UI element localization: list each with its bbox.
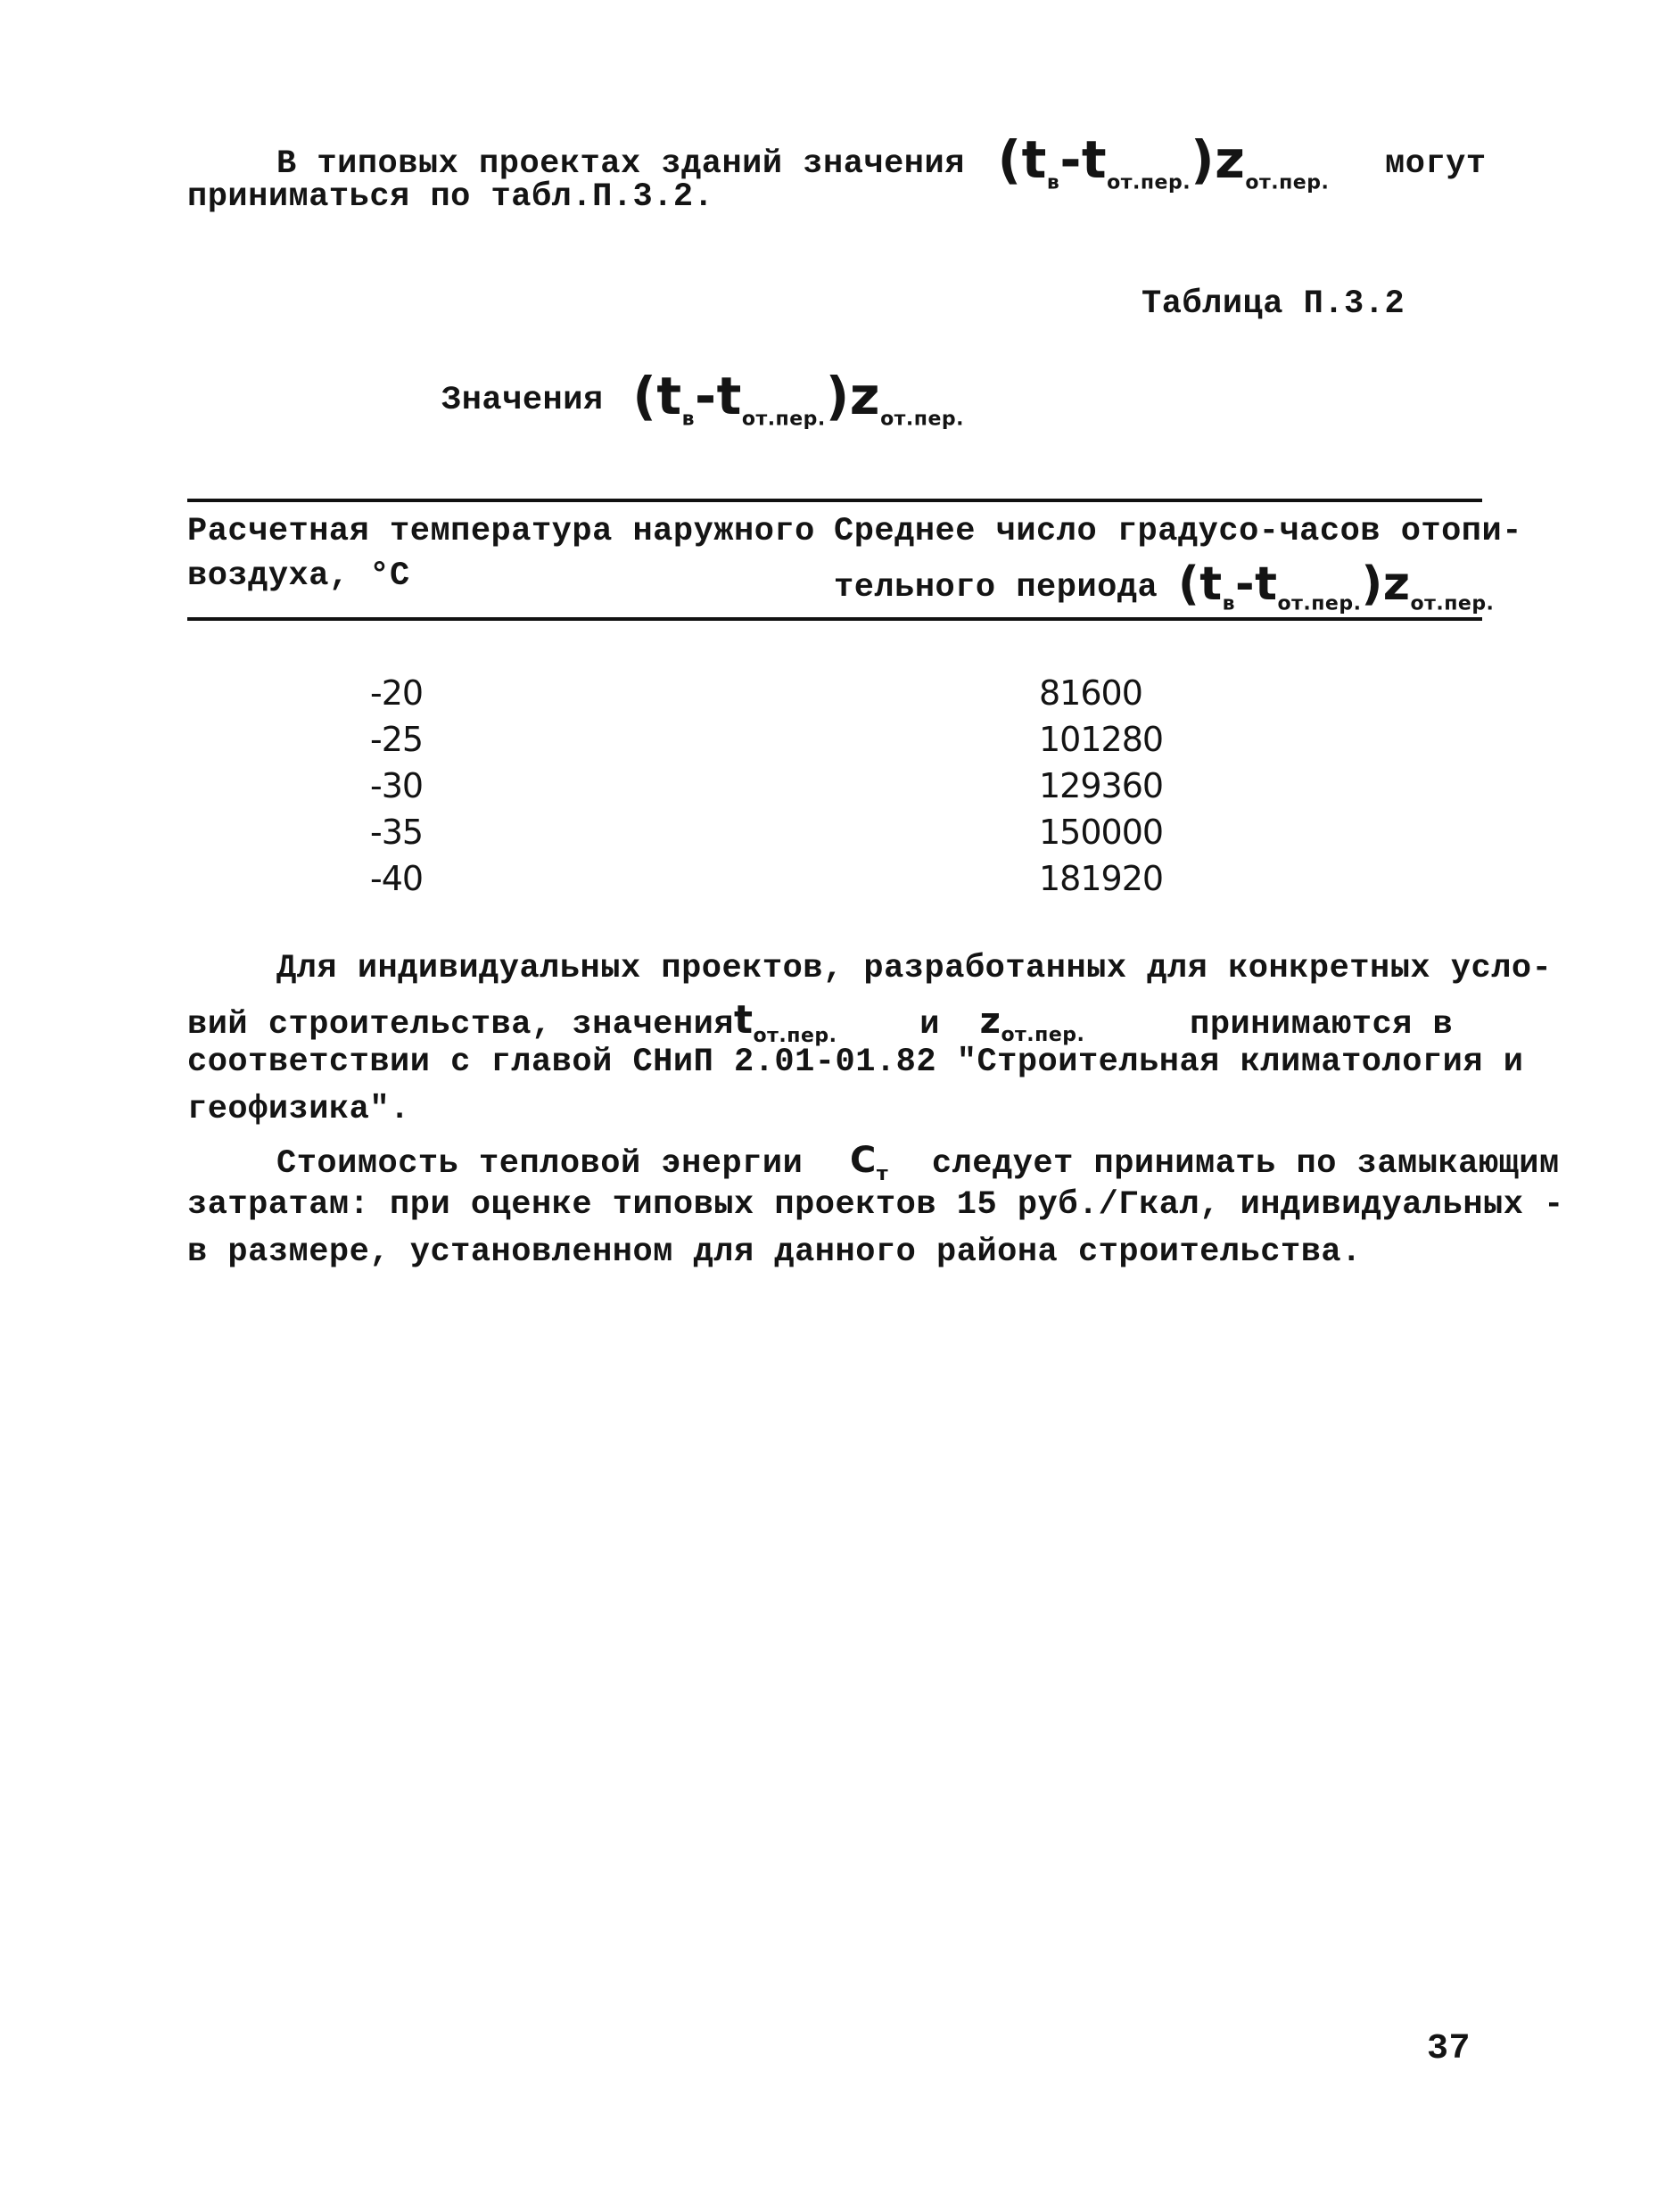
intro-line-1-text: В типовых проектах зданий значения xyxy=(276,145,965,183)
para2-line-2-text: вий строительства, значения xyxy=(187,1006,734,1044)
intro-line-2: приниматься по табл.П.3.2. xyxy=(187,178,714,216)
col2-header-text: тельного периода xyxy=(834,569,1158,607)
table-cell-temp: -25 xyxy=(370,720,424,759)
col1-header-line-1: Расчетная температура наружного xyxy=(187,513,815,550)
table-header-rule xyxy=(187,617,1482,621)
para3-line-1 xyxy=(276,1140,1560,1185)
para2-z-symbol: $z_{от.пер.}$ xyxy=(979,1001,1085,1046)
table-cell-value: 129360 xyxy=(1039,766,1164,805)
intro-line-1-tail: могут xyxy=(1385,145,1487,183)
para2-line-2-tail: принимаются в xyxy=(1190,1006,1454,1044)
table-cell-value: 150000 xyxy=(1039,813,1164,852)
table-label: Таблица П.3.2 xyxy=(1142,285,1405,323)
para2-line-4: геофизика". xyxy=(187,1091,410,1128)
col2-header-line-1: Среднее число градусо-часов отопи- xyxy=(834,513,1522,550)
para2-line-2 xyxy=(187,997,1453,1047)
table-cell-temp: -40 xyxy=(370,859,424,898)
table-cell-temp: -35 xyxy=(370,813,424,852)
para3-line-1-text: Стоимость тепловой энергии xyxy=(276,1145,804,1183)
para3-line-1-tail: следует принимать по замыкающим xyxy=(931,1145,1560,1183)
table-title xyxy=(441,366,964,431)
table-title-prefix: Значения xyxy=(441,382,604,419)
page-number: 37 xyxy=(1427,2029,1471,2069)
para3-c-symbol: $C_т$ xyxy=(850,1140,889,1185)
col2-header-line-2 xyxy=(834,557,1494,615)
para2-line-1: Для индивидуальных проектов, разработанных для конкретных усло- xyxy=(276,950,1553,987)
table-cell-value: 181920 xyxy=(1039,859,1164,898)
table-cell-temp: -30 xyxy=(370,766,424,805)
para2-t-symbol: $t_{от.пер.}$ xyxy=(734,997,837,1047)
table-top-rule xyxy=(187,499,1482,502)
intro-formula: $(t_в-t_{от.пер.})z_{от.пер.}$ xyxy=(997,129,1330,194)
table-title-formula: $(t_в-t_{от.пер.})z_{от.пер.}$ xyxy=(632,366,965,431)
table-cell-temp: -20 xyxy=(370,673,424,713)
para2-and: и xyxy=(919,1006,940,1044)
col1-header-line-2: воздуха, °C xyxy=(187,557,410,595)
table-cell-value: 101280 xyxy=(1039,720,1164,759)
table-cell-value: 81600 xyxy=(1039,673,1142,713)
para3-line-3: в размере, установленном для данного района строительства. xyxy=(187,1234,1362,1271)
col2-header-formula: $(t_в-t_{от.пер.})z_{от.пер.}$ xyxy=(1177,557,1495,615)
para3-line-2: затратам: при оценке типовых проектов 15 руб./Гкал, индивидуальных - xyxy=(187,1186,1564,1224)
para2-line-3: соответствии с главой СНиП 2.01-01.82 "Строительная климатология и xyxy=(187,1044,1524,1081)
